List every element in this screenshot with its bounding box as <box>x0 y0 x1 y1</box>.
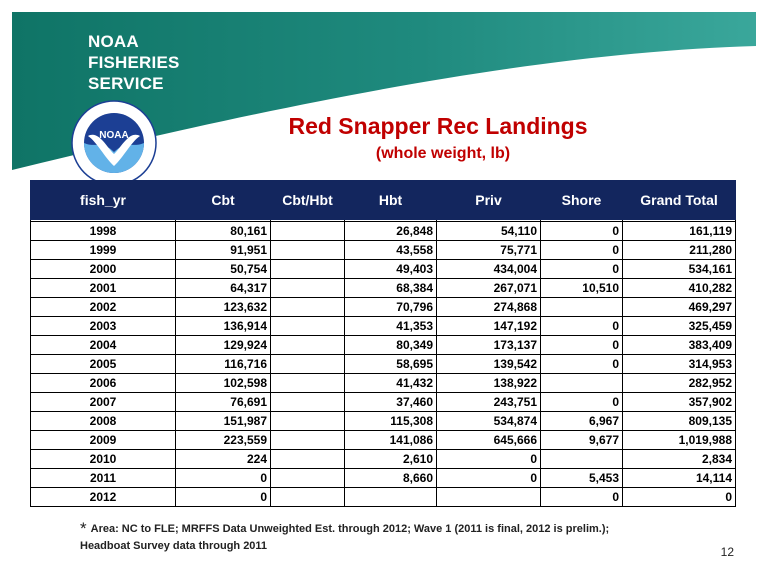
cell-shore: 0 <box>541 241 623 260</box>
table-row <box>31 336 736 355</box>
cell-cbt-hbt <box>271 317 345 336</box>
column-header-priv: Priv <box>437 180 541 220</box>
cell-fish-yr: 1999 <box>31 241 176 260</box>
cell-hbt: 37,460 <box>345 393 437 412</box>
cell-cbt-hbt <box>271 412 345 431</box>
footnote <box>80 520 730 555</box>
cell-fish-yr: 2012 <box>31 488 176 507</box>
table-row <box>31 298 736 317</box>
cell-shore: 0 <box>541 488 623 507</box>
cell-grand-total: 282,952 <box>623 374 736 393</box>
column-header-cbt-hbt: Cbt/Hbt <box>271 180 345 220</box>
cell-shore <box>541 298 623 317</box>
cell-grand-total: 809,135 <box>623 412 736 431</box>
cell-cbt: 50,754 <box>176 260 271 279</box>
cell-shore: 9,677 <box>541 431 623 450</box>
cell-shore <box>541 450 623 469</box>
cell-priv: 0 <box>437 450 541 469</box>
cell-priv: 138,922 <box>437 374 541 393</box>
cell-grand-total: 325,459 <box>623 317 736 336</box>
table-row <box>31 317 736 336</box>
table-row <box>31 450 736 469</box>
cell-priv: 267,071 <box>437 279 541 298</box>
table-row <box>31 469 736 488</box>
cell-fish-yr: 2009 <box>31 431 176 450</box>
org-name-line-3: SERVICE <box>88 74 164 93</box>
cell-fish-yr: 2010 <box>31 450 176 469</box>
cell-cbt: 223,559 <box>176 431 271 450</box>
cell-cbt-hbt <box>271 450 345 469</box>
cell-cbt-hbt <box>271 374 345 393</box>
table-row <box>31 431 736 450</box>
cell-fish-yr: 2006 <box>31 374 176 393</box>
cell-priv: 54,110 <box>437 222 541 241</box>
cell-shore: 0 <box>541 336 623 355</box>
table-row <box>31 355 736 374</box>
cell-cbt-hbt <box>271 488 345 507</box>
table-row <box>31 222 736 241</box>
cell-cbt-hbt <box>271 260 345 279</box>
cell-shore: 5,453 <box>541 469 623 488</box>
page-title: Red Snapper Rec Landings <box>288 113 588 139</box>
table-row <box>31 488 736 507</box>
cell-shore: 0 <box>541 393 623 412</box>
cell-cbt-hbt <box>271 241 345 260</box>
cell-priv: 75,771 <box>437 241 541 260</box>
cell-shore: 10,510 <box>541 279 623 298</box>
cell-fish-yr: 2004 <box>31 336 176 355</box>
cell-hbt: 80,349 <box>345 336 437 355</box>
landings-table <box>30 180 736 507</box>
cell-shore: 0 <box>541 355 623 374</box>
cell-shore: 0 <box>541 222 623 241</box>
noaa-seal-icon <box>71 100 157 186</box>
footnote-line-2: Headboat Survey data through 2011 <box>80 540 268 552</box>
cell-fish-yr: 1998 <box>31 222 176 241</box>
cell-cbt: 64,317 <box>176 279 271 298</box>
cell-cbt: 102,598 <box>176 374 271 393</box>
cell-grand-total: 410,282 <box>623 279 736 298</box>
column-header-cbt: Cbt <box>176 180 271 220</box>
cell-priv: 0 <box>437 469 541 488</box>
cell-cbt: 116,716 <box>176 355 271 374</box>
cell-cbt: 151,987 <box>176 412 271 431</box>
cell-grand-total: 534,161 <box>623 260 736 279</box>
cell-hbt: 8,660 <box>345 469 437 488</box>
cell-fish-yr: 2005 <box>31 355 176 374</box>
cell-grand-total: 211,280 <box>623 241 736 260</box>
cell-grand-total: 357,902 <box>623 393 736 412</box>
cell-cbt: 76,691 <box>176 393 271 412</box>
table-row <box>31 241 736 260</box>
table-row <box>31 260 736 279</box>
cell-priv: 534,874 <box>437 412 541 431</box>
cell-fish-yr: 2008 <box>31 412 176 431</box>
cell-cbt-hbt <box>271 355 345 374</box>
cell-priv <box>437 488 541 507</box>
cell-hbt: 43,558 <box>345 241 437 260</box>
cell-shore: 0 <box>541 260 623 279</box>
cell-hbt: 26,848 <box>345 222 437 241</box>
cell-cbt: 129,924 <box>176 336 271 355</box>
cell-grand-total: 14,114 <box>623 469 736 488</box>
table-row <box>31 279 736 298</box>
cell-priv: 434,004 <box>437 260 541 279</box>
cell-grand-total: 161,119 <box>623 222 736 241</box>
cell-cbt-hbt <box>271 279 345 298</box>
page-number: 12 <box>720 545 734 559</box>
cell-grand-total: 314,953 <box>623 355 736 374</box>
page-subtitle: (whole weight, lb) <box>375 145 511 162</box>
table-row <box>31 374 736 393</box>
cell-hbt: 58,695 <box>345 355 437 374</box>
cell-fish-yr: 2011 <box>31 469 176 488</box>
cell-grand-total: 383,409 <box>623 336 736 355</box>
cell-priv: 274,868 <box>437 298 541 317</box>
org-name <box>88 31 180 94</box>
cell-priv: 147,192 <box>437 317 541 336</box>
cell-cbt: 91,951 <box>176 241 271 260</box>
cell-cbt-hbt <box>271 469 345 488</box>
cell-hbt: 115,308 <box>345 412 437 431</box>
cell-fish-yr: 2001 <box>31 279 176 298</box>
cell-hbt: 49,403 <box>345 260 437 279</box>
table-header-row <box>31 180 736 220</box>
column-header-fish-yr: fish_yr <box>31 180 176 220</box>
cell-shore: 6,967 <box>541 412 623 431</box>
cell-cbt-hbt <box>271 222 345 241</box>
cell-cbt: 123,632 <box>176 298 271 317</box>
cell-hbt <box>345 488 437 507</box>
cell-shore: 0 <box>541 317 623 336</box>
table-body <box>31 220 736 507</box>
footnote-marker: * <box>80 519 87 538</box>
cell-shore <box>541 374 623 393</box>
cell-cbt: 0 <box>176 469 271 488</box>
cell-hbt: 41,432 <box>345 374 437 393</box>
cell-fish-yr: 2000 <box>31 260 176 279</box>
cell-cbt-hbt <box>271 298 345 317</box>
cell-priv: 173,137 <box>437 336 541 355</box>
column-header-shore: Shore <box>541 180 623 220</box>
cell-cbt-hbt <box>271 431 345 450</box>
cell-hbt: 141,086 <box>345 431 437 450</box>
cell-fish-yr: 2007 <box>31 393 176 412</box>
cell-hbt: 2,610 <box>345 450 437 469</box>
org-name-line-2: FISHERIES <box>88 53 180 72</box>
org-name-line-1: NOAA <box>88 32 139 51</box>
cell-cbt: 136,914 <box>176 317 271 336</box>
logo-text: NOAA <box>99 130 129 141</box>
cell-grand-total: 0 <box>623 488 736 507</box>
table-row <box>31 412 736 431</box>
cell-fish-yr: 2003 <box>31 317 176 336</box>
cell-cbt: 224 <box>176 450 271 469</box>
cell-hbt: 70,796 <box>345 298 437 317</box>
cell-hbt: 41,353 <box>345 317 437 336</box>
cell-grand-total: 2,834 <box>623 450 736 469</box>
cell-priv: 243,751 <box>437 393 541 412</box>
cell-grand-total: 469,297 <box>623 298 736 317</box>
cell-priv: 645,666 <box>437 431 541 450</box>
column-header-grand-total: Grand Total <box>623 180 736 220</box>
cell-cbt-hbt <box>271 393 345 412</box>
cell-grand-total: 1,019,988 <box>623 431 736 450</box>
column-header-hbt: Hbt <box>345 180 437 220</box>
cell-cbt: 80,161 <box>176 222 271 241</box>
cell-priv: 139,542 <box>437 355 541 374</box>
cell-cbt: 0 <box>176 488 271 507</box>
cell-hbt: 68,384 <box>345 279 437 298</box>
footnote-line-1: Area: NC to FLE; MRFFS Data Unweighted Est. through 2012; Wave 1 (2011 is final, 2012 is prelim.); <box>90 523 610 535</box>
cell-cbt-hbt <box>271 336 345 355</box>
cell-fish-yr: 2002 <box>31 298 176 317</box>
table-row <box>31 393 736 412</box>
